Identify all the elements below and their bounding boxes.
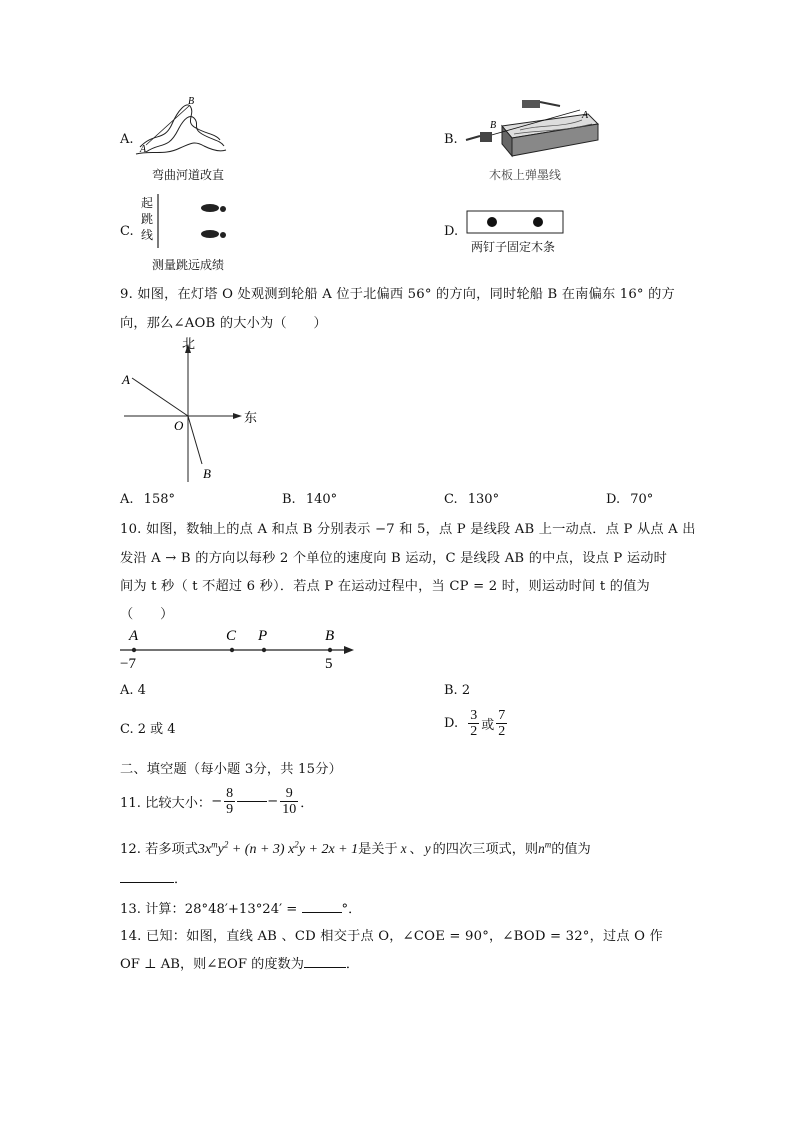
river-point-a: A [140, 144, 147, 155]
q9-option-a: A. 158° [120, 492, 175, 507]
board-point-a: A [582, 110, 589, 121]
option-a-caption: 弯曲河道改直 [152, 168, 225, 182]
q14-answer-blank[interactable] [304, 953, 346, 968]
d-fraction-1: $\frac{3}{2}$ [470, 708, 478, 739]
q13-answer-blank[interactable] [302, 898, 342, 913]
q9-line-1: 9. 如图，在灯塔 O 处观测到轮船 A 位于北偏西 56° 的方向，同时轮船 B 在南偏东 16° 的方 [120, 287, 675, 302]
option-c-caption: 测量跳远成绩 [152, 258, 225, 272]
q9-option-b: B. 140° [282, 492, 338, 507]
axis-p-label: P [258, 628, 268, 644]
point-b-label: B [203, 466, 211, 481]
compass-figure [118, 336, 278, 486]
q11-fraction-1: $\frac{8}{9}$ [226, 786, 234, 817]
section-2-title: 二、填空题（每小题 3分，共 15分） [120, 762, 342, 777]
point-o-label: O [174, 418, 184, 433]
river-figure [134, 92, 234, 162]
nails-figure [466, 210, 566, 236]
q10-option-b: B. 2 [444, 683, 471, 698]
q10-line-4: （ ） [120, 607, 174, 622]
q10-line-3: 间为 t 秒（ t 不超过 6 秒）．若点 P 在运动过程中，当 CP = 2 时，则运动时间 t 的值为 [120, 579, 650, 594]
q9-option-c: C. 130° [444, 492, 500, 507]
board-figure [462, 96, 602, 162]
option-b-letter: B. [444, 132, 458, 147]
axis-b-value: 5 [325, 656, 333, 672]
point-a-label: A [122, 372, 130, 387]
takeoff-char-3: 线 [141, 228, 154, 242]
q12-answer-blank[interactable] [120, 868, 174, 883]
north-label: 北 [182, 336, 196, 351]
axis-b-label: B [325, 628, 335, 644]
q9-option-d: D. 70° [606, 492, 654, 507]
q14-line-2: OF ⊥ AB，则∠EOF 的度数为 ． [120, 953, 359, 972]
takeoff-char-1: 起 [141, 196, 154, 210]
number-line-figure [118, 624, 358, 672]
takeoff-line-label [141, 195, 155, 243]
q11: 11. 比较大小：− $\frac{8}{9}$ − $\frac{9}{10}$ ． [120, 786, 314, 817]
long-jump-figure [154, 192, 234, 252]
axis-a-value: −7 [120, 656, 136, 672]
q13: 13. 计算：28°48′+13°24′ = °． [120, 898, 361, 917]
axis-c-label: C [226, 628, 237, 644]
east-label: 东 [244, 410, 258, 425]
option-b-caption: 木板上弹墨线 [489, 168, 562, 182]
option-a-letter: A. [120, 132, 134, 147]
q12-line-2: ． [120, 868, 187, 887]
q11-fraction-2: $\frac{9}{10}$ [282, 786, 297, 817]
q12-line-1: 12. 若多项式$3x^my^2 + (n + 3) x^2y + 2x + 1$是关于 x 、 y 的四次三项式，则$n^m$的值为 [120, 839, 591, 857]
axis-a-label: A [129, 628, 139, 644]
board-point-b: B [490, 120, 497, 131]
option-c-letter: C. [120, 224, 134, 239]
q10-option-a: A. 4 [120, 683, 146, 698]
d-fraction-2: $\frac{7}{2}$ [498, 708, 506, 739]
q10-option-c: C. 2 或 4 [120, 722, 176, 737]
q10-line-2: 发沿 A → B 的方向以每秒 2 个单位的速度向 B 运动，C 是线段 AB 的中点，设点 P 运动时 [120, 551, 668, 566]
river-point-b: B [188, 96, 195, 107]
q10-line-1: 10. 如图，数轴上的点 A 和点 B 分别表示 −7 和 5，点 P 是线段 AB 上一动点．点 P 从点 A 出 [120, 522, 696, 537]
q12-polynomial: $3x^my^2 + (n + 3) x^2y + 2x + 1$ [197, 839, 359, 857]
q9-line-2: 向，那么∠AOB 的大小为（ ） [120, 316, 327, 331]
takeoff-char-2: 跳 [141, 212, 154, 226]
q11-answer-blank[interactable] [237, 801, 267, 802]
q14-line-1: 14. 已知：如图，直线 AB 、CD 相交于点 O，∠COE = 90°，∠BOD = 32°，过点 O 作 [120, 929, 663, 944]
q10-option-d: D. $\frac{3}{2}$ 或 $\frac{7}{2}$ [444, 708, 506, 739]
option-d-letter: D. [444, 224, 459, 239]
option-d-caption: 两钉子固定木条 [471, 240, 556, 254]
